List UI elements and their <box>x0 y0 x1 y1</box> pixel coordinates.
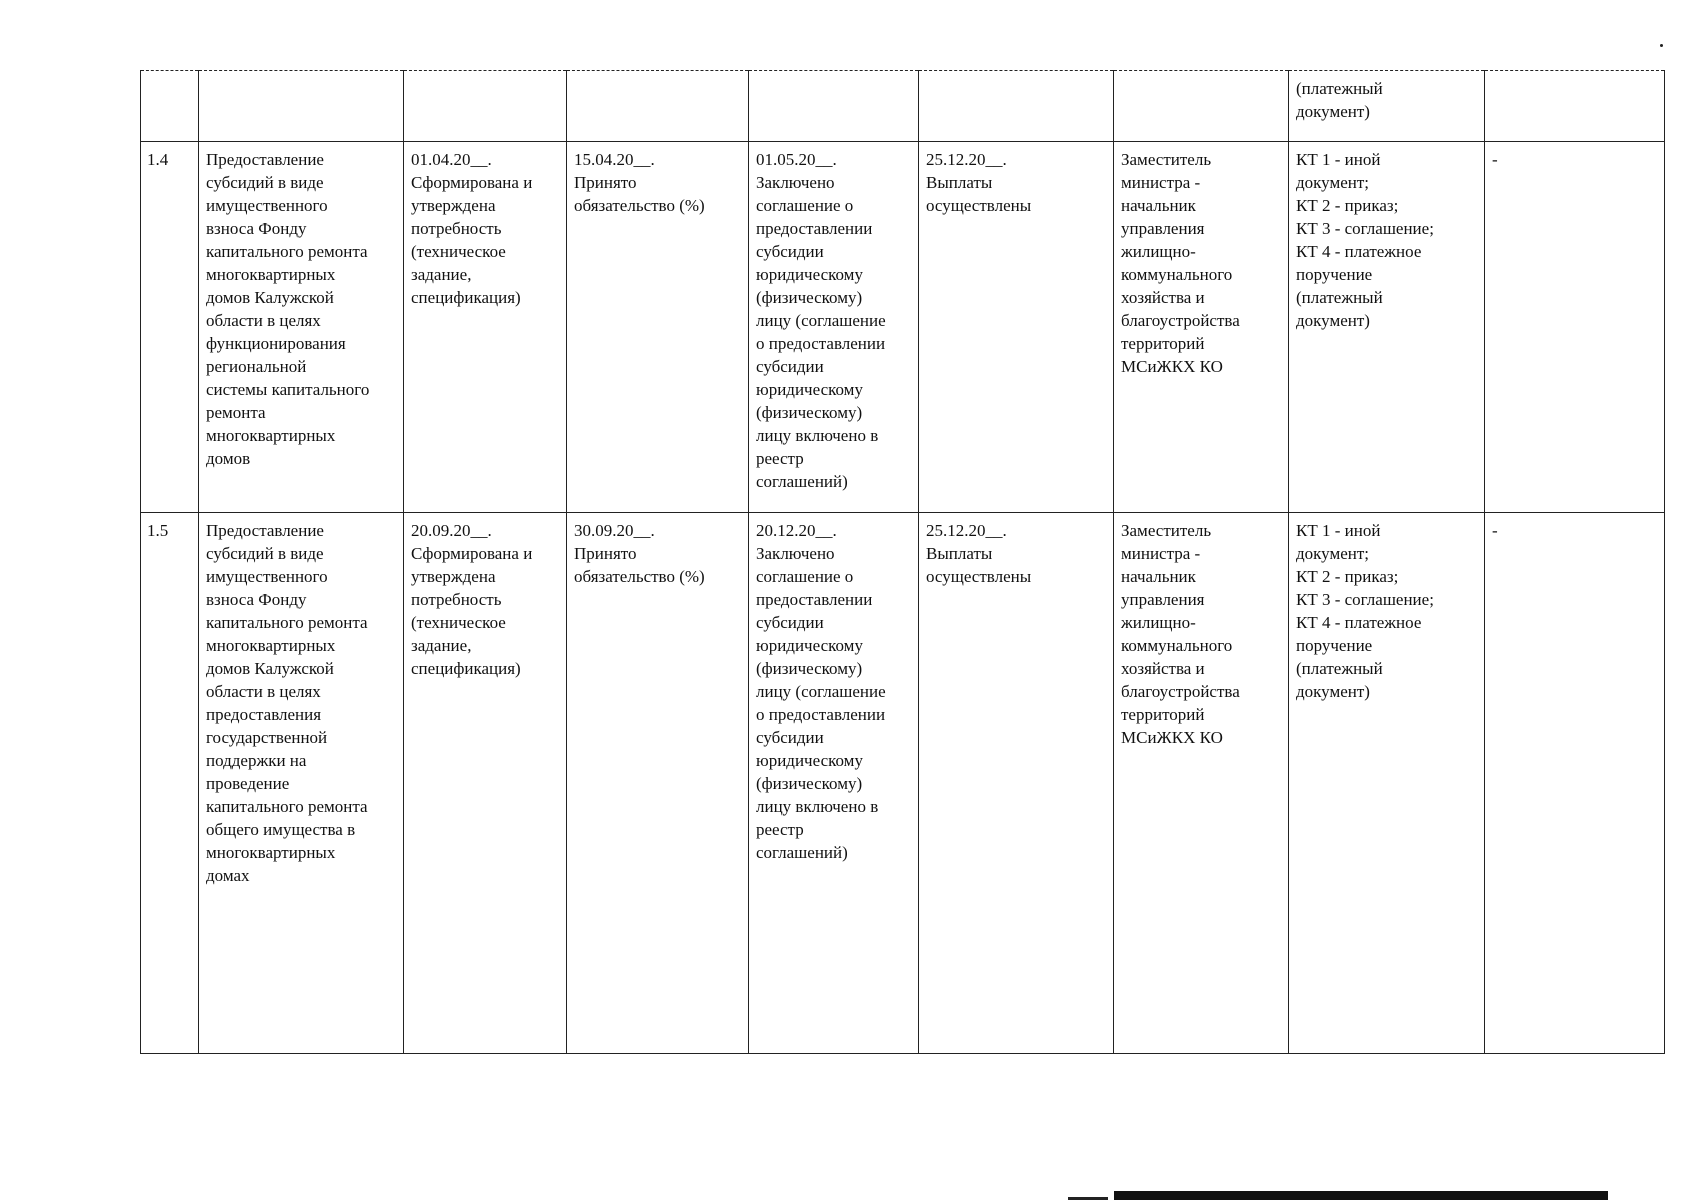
cell-docs: КТ 1 - иной документ; КТ 2 - приказ; КТ 3 - соглашение; КТ 4 - платежное поручение (платежный документ) <box>1289 142 1485 513</box>
cell-kt3 <box>749 71 919 142</box>
cell-kt4: 25.12.20__. Выплаты осуществлены <box>919 142 1114 513</box>
cell-num <box>141 71 199 142</box>
cell-kt1: 20.09.20__. Сформирована и утверждена потребность (техническое задание, спецификация) <box>404 513 567 1054</box>
table-row <box>141 142 1665 513</box>
cell-kt1: 01.04.20__. Сформирована и утверждена потребность (техническое задание, спецификация) <box>404 142 567 513</box>
cell-note <box>1485 71 1665 142</box>
cell-docs: (платежный документ) <box>1289 71 1485 142</box>
cell-responsible <box>1114 71 1289 142</box>
cell-event <box>199 71 404 142</box>
scan-edge-mark-thick <box>1114 1191 1608 1200</box>
cell-event: Предоставление субсидий в виде имущественного взноса Фонду капитального ремонта многоквартирных домов Калужской области в целях предоставления государственной поддержки на проведение капитального ремонта общего имущества в многоквартирных домах <box>199 513 404 1054</box>
table-row <box>141 513 1665 1054</box>
cell-kt2: 30.09.20__. Принято обязательство (%) <box>567 513 749 1054</box>
cell-note: - <box>1485 142 1665 513</box>
scan-edge-mark <box>1068 1191 1608 1200</box>
cell-kt3: 01.05.20__. Заключено соглашение о предоставлении субсидии юридическому (физическому) лицу (соглашение о предоставлении субсидии юридическому (физическому) лицу включено в реестр соглашений) <box>749 142 919 513</box>
cell-num: 1.5 <box>141 513 199 1054</box>
scan-speck <box>1660 44 1663 47</box>
cell-responsible: Заместитель министра - начальник управления жилищно- коммунального хозяйства и благоустройства территорий МСиЖКХ КО <box>1114 513 1289 1054</box>
cell-docs: КТ 1 - иной документ; КТ 2 - приказ; КТ 3 - соглашение; КТ 4 - платежное поручение (платежный документ) <box>1289 513 1485 1054</box>
cell-responsible: Заместитель министра - начальник управления жилищно- коммунального хозяйства и благоустройства территорий МСиЖКХ КО <box>1114 142 1289 513</box>
cell-kt1 <box>404 71 567 142</box>
cell-kt3: 20.12.20__. Заключено соглашение о предоставлении субсидии юридическому (физическому) лицу (соглашение о предоставлении субсидии юридическому (физическому) лицу включено в реестр соглашений) <box>749 513 919 1054</box>
table-row-continuation <box>141 71 1665 142</box>
cell-kt4 <box>919 71 1114 142</box>
cell-kt4: 25.12.20__. Выплаты осуществлены <box>919 513 1114 1054</box>
cell-num: 1.4 <box>141 142 199 513</box>
control-points-table <box>140 70 1665 1054</box>
cell-kt2: 15.04.20__. Принято обязательство (%) <box>567 142 749 513</box>
cell-event: Предоставление субсидий в виде имущественного взноса Фонду капитального ремонта многоквартирных домов Калужской области в целях функционирования региональной системы капитального ремонта многоквартирных домов <box>199 142 404 513</box>
cell-kt2 <box>567 71 749 142</box>
cell-note: - <box>1485 513 1665 1054</box>
